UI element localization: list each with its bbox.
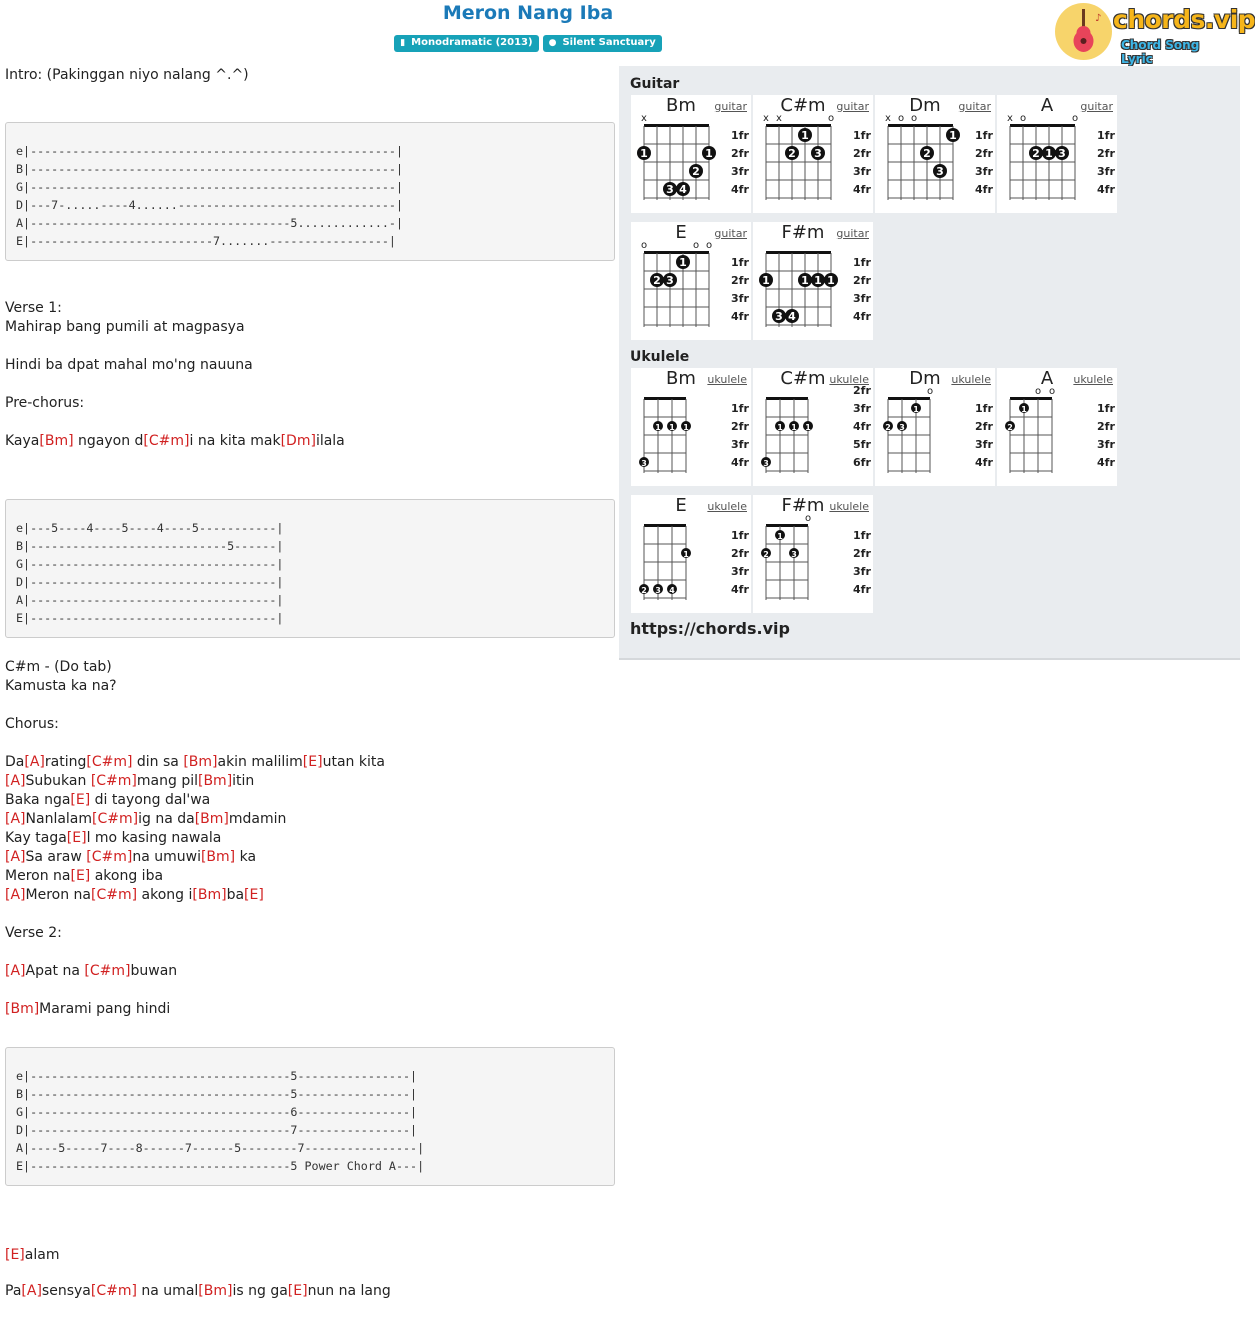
chord-name[interactable]: [C#m] [90, 1283, 137, 1299]
fret-number: 4fr [1097, 456, 1115, 469]
finger-number: 1 [705, 147, 713, 160]
lyric-text: Baka nga [5, 792, 71, 808]
lyric-text: Subukan [25, 773, 91, 789]
lyric-line: Mahirap bang pumili at magpasya [5, 319, 245, 335]
chord-diagram-e[interactable] [631, 222, 751, 340]
lyric-line: Hindi ba dpat mahal mo'ng nauuna [5, 357, 253, 373]
lyric-text: ig na da [138, 811, 195, 827]
finger-number: 3 [763, 459, 769, 468]
fret-number: 1fr [731, 402, 749, 415]
lyric-text: rating [44, 754, 87, 770]
lyric-text: mdamin [228, 811, 287, 827]
chord-name[interactable]: [E] [66, 830, 87, 846]
lyric-text: i na kita mak [189, 433, 281, 449]
muted-string-mark: x [776, 113, 782, 124]
chord-name[interactable]: [E] [70, 792, 91, 808]
chord-name[interactable]: [C#m] [84, 963, 131, 979]
fret-number: 3fr [853, 565, 871, 578]
fret-number: 4fr [731, 456, 749, 469]
lyric-text: akong i [137, 887, 193, 903]
song-title: Meron Nang Iba [442, 2, 614, 24]
chord-name[interactable]: [C#m] [92, 811, 139, 827]
lyric-line [5, 810, 615, 829]
chord-name[interactable]: [Dm] [280, 433, 316, 449]
verse2-tab: e|-------------------------------------5----------------| B|-------------------------------------5----------------| G|-------------------------------------6----------------| D|-------------------------------------7----------------| A|----5-----7----8------7------5--------7----------------| E|-------------------------------------5 Power Chord A---| [5, 1047, 615, 1186]
tab-note: C#m - (Do tab) [5, 659, 112, 675]
lyric-text: Pa [5, 1283, 22, 1299]
chord-diagram-panel [619, 66, 1240, 660]
chord-name[interactable]: [A] [5, 963, 26, 979]
finger-number: 1 [640, 147, 648, 160]
prechorus-label: Pre-chorus: [5, 395, 85, 411]
lyric-line [5, 1282, 615, 1301]
open-string-mark: o [1034, 386, 1042, 397]
logo-brand: chords.vip [1113, 5, 1255, 34]
fret-number: 4fr [731, 583, 749, 596]
fret-number: 4fr [975, 456, 993, 469]
lyric-text: akong iba [90, 868, 164, 884]
album-label: Monodramatic (2013) [411, 37, 533, 48]
lyric-text: ka [235, 849, 257, 865]
lyric-line [5, 1000, 615, 1019]
fret-number: 1fr [853, 256, 871, 269]
finger-number: 1 [683, 550, 689, 559]
chord-label: E [675, 222, 687, 243]
muted-string-mark: x [885, 113, 891, 124]
finger-number: 2 [653, 274, 661, 287]
finger-number: 1 [1045, 147, 1053, 160]
chord-name[interactable]: [Bm] [183, 754, 218, 770]
chord-diagram-csharpm[interactable] [753, 95, 873, 213]
finger-number: 3 [666, 274, 674, 287]
fretboard-diagram [631, 222, 751, 340]
finger-number: 4 [679, 183, 687, 196]
chord-name[interactable]: [Bm] [192, 887, 227, 903]
finger-number: 2 [692, 165, 700, 178]
fret-number: 1fr [731, 529, 749, 542]
finger-number: 2 [1032, 147, 1040, 160]
finger-number: 1 [777, 532, 783, 541]
fret-number: 1fr [1097, 402, 1115, 415]
finger-number: 1 [669, 423, 675, 432]
fret-number: 4fr [975, 183, 993, 196]
muted-string-mark: x [763, 113, 769, 124]
chord-label: C#m [780, 368, 826, 389]
lyric-text: sensya [41, 1283, 91, 1299]
finger-number: 3 [791, 550, 797, 559]
lyric-text: buwan [130, 963, 178, 979]
fret-number: 4fr [853, 310, 871, 323]
fret-number: 3fr [1097, 165, 1115, 178]
fret-number: 3fr [853, 292, 871, 305]
instrument-link[interactable]: guitar [714, 100, 747, 113]
badge-row [0, 35, 1056, 52]
lyric-line [5, 867, 615, 886]
finger-number: 2 [763, 550, 769, 559]
finger-number: 2 [641, 586, 647, 595]
fret-number: 3fr [731, 165, 749, 178]
chord-label: Bm [666, 95, 696, 116]
lyric-line [5, 432, 615, 451]
chord-name[interactable]: [E] [244, 887, 264, 903]
fretboard-diagram [753, 495, 873, 613]
chord-diagram-fsharpm[interactable] [753, 222, 873, 340]
chord-name[interactable]: [A] [5, 811, 26, 827]
lyric-text: Sa araw [25, 849, 87, 865]
site-url[interactable]: https://chords.vip [630, 619, 790, 638]
chord-diagram-a[interactable] [997, 95, 1117, 213]
lyric-text: Marami pang hindi [39, 1001, 171, 1017]
chord-diagram-bm[interactable] [631, 368, 751, 486]
open-string-mark: o [692, 240, 700, 251]
lyric-text: Apat na [25, 963, 85, 979]
fret-number: 2fr [853, 384, 871, 397]
chord-name[interactable]: [C#m] [86, 754, 133, 770]
open-string-mark: o [926, 386, 934, 397]
chord-name[interactable]: [A] [5, 773, 26, 789]
site-logo[interactable] [1055, 3, 1255, 66]
fretboard-diagram [753, 95, 873, 213]
intro-line: Intro: (Pakinggan niyo nalang ^.^) [5, 67, 249, 83]
finger-number: 1 [801, 274, 809, 287]
fretboard-diagram [997, 95, 1117, 213]
open-string-mark: o [705, 240, 713, 251]
chord-name[interactable]: [E] [5, 1247, 25, 1263]
chord-name[interactable]: [Bm] [198, 1283, 233, 1299]
fret-number: 2fr [731, 547, 749, 560]
fret-number: 3fr [1097, 438, 1115, 451]
finger-number: 1 [679, 256, 687, 269]
fretboard-diagram [875, 95, 995, 213]
chord-name[interactable]: [C#m] [86, 849, 133, 865]
finger-number: 4 [788, 310, 796, 323]
fret-number: 2fr [731, 420, 749, 433]
lyric-text: Nanlalam [25, 811, 93, 827]
fret-number: 1fr [975, 129, 993, 142]
lyric-line [5, 829, 615, 848]
lyric-text: ilala [315, 433, 345, 449]
finger-number: 1 [949, 129, 957, 142]
fretboard-diagram [753, 222, 873, 340]
instrument-link[interactable]: ukulele [1073, 373, 1113, 386]
finger-number: 1 [1021, 405, 1027, 414]
open-string-mark: o [640, 240, 648, 251]
lyric-line [5, 886, 615, 905]
chord-label: Bm [666, 368, 696, 389]
lyric-line [5, 791, 615, 810]
ukulele-section-title: Ukulele [630, 349, 690, 365]
chord-name[interactable]: [E] [302, 754, 323, 770]
finger-number: 3 [655, 586, 661, 595]
intro-tab: e|----------------------------------------------------| B|----------------------------------------------------| G|----------------------------------------------------| D|---7-.....----4......-------------------------------| A|-------------------------------------5.............-| E|--------------------------7.......-----------------| [5, 122, 615, 261]
instrument-link[interactable]: guitar [714, 227, 747, 240]
verse1-label: Verse 1: [5, 300, 62, 316]
finger-number: 4 [669, 586, 675, 595]
fret-number: 4fr [1097, 183, 1115, 196]
album-badge[interactable] [394, 35, 538, 52]
fret-number: 3fr [853, 165, 871, 178]
instrument-link[interactable]: ukulele [829, 500, 869, 513]
finger-number: 3 [936, 165, 944, 178]
finger-number: 1 [777, 423, 783, 432]
finger-number: 1 [655, 423, 661, 432]
lyric-line [5, 1246, 615, 1265]
fret-number: 4fr [731, 183, 749, 196]
artist-label: Silent Sanctuary [562, 37, 656, 48]
lyric-text: utan kita [322, 754, 385, 770]
chord-name[interactable]: [Bm] [5, 1001, 40, 1017]
open-string-mark: o [804, 513, 812, 524]
chord-label: F#m [781, 495, 825, 516]
lyric-text: ngayon d [73, 433, 144, 449]
instrument-link[interactable]: guitar [958, 100, 991, 113]
lyric-line [5, 753, 615, 772]
lyric-line [5, 962, 615, 981]
fret-number: 2fr [853, 547, 871, 560]
lyric-text: Kaya [5, 433, 40, 449]
guitar-section-title: Guitar [630, 76, 680, 92]
lyric-text: Kay taga [5, 830, 67, 846]
muted-string-mark: x [1007, 113, 1013, 124]
instrument-link[interactable]: ukulele [707, 373, 747, 386]
fret-number: 6fr [853, 456, 871, 469]
finger-number: 1 [791, 423, 797, 432]
fret-number: 2fr [1097, 147, 1115, 160]
lyric-line [5, 848, 615, 867]
fretboard-diagram [631, 368, 751, 486]
lyric-text: alam [24, 1247, 60, 1263]
fret-number: 2fr [853, 274, 871, 287]
finger-number: 2 [788, 147, 796, 160]
chord-label: Dm [909, 95, 941, 116]
finger-number: 2 [923, 147, 931, 160]
song-content [5, 66, 615, 1301]
chord-name[interactable]: [Bm] [194, 811, 229, 827]
fretboard-diagram [875, 368, 995, 486]
fret-number: 1fr [853, 529, 871, 542]
fretboard-diagram [997, 368, 1117, 486]
lyric-line [5, 772, 615, 791]
chord-diagram-fsharpm[interactable] [753, 495, 873, 613]
fret-number: 3fr [975, 438, 993, 451]
logo-tagline: Chord Song Lyric [1121, 38, 1200, 66]
chord-name[interactable]: [E] [70, 868, 91, 884]
finger-number: 1 [683, 423, 689, 432]
finger-number: 1 [801, 129, 809, 142]
lyric-text: na umal [136, 1283, 199, 1299]
fret-number: 2fr [731, 274, 749, 287]
fret-number: 2fr [1097, 420, 1115, 433]
fret-number: 1fr [1097, 129, 1115, 142]
finger-number: 1 [762, 274, 770, 287]
fret-number: 3fr [731, 438, 749, 451]
finger-number: 2 [1007, 423, 1013, 432]
finger-number: 3 [814, 147, 822, 160]
finger-number: 3 [775, 310, 783, 323]
chord-name[interactable]: [E] [287, 1283, 308, 1299]
fret-number: 2fr [731, 147, 749, 160]
instrument-link[interactable]: guitar [836, 100, 869, 113]
chord-name[interactable]: [A] [5, 887, 26, 903]
lyric-text: Meron na [25, 887, 91, 903]
finger-number: 3 [641, 459, 647, 468]
fret-number: 1fr [731, 256, 749, 269]
lyric-text: Meron na [5, 868, 71, 884]
chord-diagram-dm[interactable] [875, 95, 995, 213]
instrument-link[interactable]: ukulele [829, 373, 869, 386]
fret-number: 1fr [975, 402, 993, 415]
chord-name[interactable]: [A] [5, 849, 26, 865]
fret-number: 1fr [853, 129, 871, 142]
chord-label: Dm [909, 368, 941, 389]
fret-number: 1fr [731, 129, 749, 142]
finger-number: 3 [666, 183, 674, 196]
open-string-mark: o [897, 113, 905, 124]
lyric-text: din sa [132, 754, 184, 770]
lyric-text: nun na lang [307, 1283, 391, 1299]
finger-number: 2 [885, 423, 891, 432]
fret-number: 2fr [975, 147, 993, 160]
chord-label: A [1040, 368, 1054, 389]
fretboard-diagram [631, 495, 751, 613]
user-icon: ● [548, 38, 557, 48]
fret-number: 2fr [853, 147, 871, 160]
finger-number: 3 [1058, 147, 1066, 160]
prechorus-tab: e|---5----4----5----4----5-----------| B|----------------------------5------| G|-----------------------------------| D|-----------------------------------| A|-----------------------------------| E|-----------------------------------| [5, 499, 615, 638]
chord-diagram-dm[interactable] [875, 368, 995, 486]
chord-name[interactable]: [C#m] [143, 433, 190, 449]
lyric-text: l mo kasing nawala [86, 830, 222, 846]
fretboard-diagram [753, 368, 873, 486]
fret-number: 3fr [731, 292, 749, 305]
open-string-mark: o [1071, 113, 1079, 124]
fretboard-diagram [631, 95, 751, 213]
open-string-mark: o [1019, 113, 1027, 124]
fret-number: 4fr [731, 310, 749, 323]
chord-diagram-csharpm[interactable] [753, 368, 873, 486]
chord-name[interactable]: [A] [24, 754, 45, 770]
instrument-link[interactable]: ukulele [951, 373, 991, 386]
fret-number: 3fr [975, 165, 993, 178]
finger-number: 3 [899, 423, 905, 432]
open-string-mark: o [1048, 386, 1056, 397]
guitar-logo-icon [1055, 3, 1112, 60]
artist-badge[interactable] [543, 35, 662, 52]
svg-text:♪: ♪ [1095, 13, 1102, 24]
fret-number: 2fr [975, 420, 993, 433]
lyric-text: Da [5, 754, 25, 770]
verse2-label: Verse 2: [5, 925, 62, 941]
chord-diagram-e[interactable] [631, 495, 751, 613]
fret-number: 3fr [853, 402, 871, 415]
open-string-mark: o [910, 113, 918, 124]
fret-number: 4fr [853, 183, 871, 196]
instrument-link[interactable]: ukulele [707, 500, 747, 513]
instrument-link[interactable]: guitar [1080, 100, 1113, 113]
chord-label: E [675, 495, 687, 516]
lyric-text: is ng ga [232, 1283, 288, 1299]
chord-diagram-a[interactable] [997, 368, 1117, 486]
lyric-text: akin malilim [217, 754, 303, 770]
open-string-mark: o [827, 113, 835, 124]
chord-label: A [1040, 95, 1054, 116]
fret-number: 4fr [853, 583, 871, 596]
fret-number: 4fr [853, 420, 871, 433]
lyric-text: di tayong dal'wa [90, 792, 211, 808]
chorus-label: Chorus: [5, 716, 59, 732]
lyric-text: itin [232, 773, 255, 789]
chorus-block [5, 753, 615, 905]
chord-name[interactable]: [Bm] [39, 433, 74, 449]
chord-name[interactable]: [A] [21, 1283, 42, 1299]
finger-number: 1 [913, 405, 919, 414]
lyric-text: mang pil [136, 773, 198, 789]
finger-number: 1 [814, 274, 822, 287]
finger-number: 1 [827, 274, 835, 287]
muted-string-mark: x [641, 113, 647, 124]
chord-name[interactable]: [C#m] [91, 887, 138, 903]
fret-number: 3fr [731, 565, 749, 578]
chord-diagram-bm[interactable] [631, 95, 751, 213]
book-icon: ▮ [400, 38, 406, 48]
fret-number: 5fr [853, 438, 871, 451]
chord-label: F#m [781, 222, 825, 243]
lyric-text: ba [226, 887, 245, 903]
finger-number: 1 [805, 423, 811, 432]
instrument-link[interactable]: guitar [836, 227, 869, 240]
chord-label: C#m [780, 95, 826, 116]
chord-name[interactable]: [C#m] [90, 773, 137, 789]
lyric-line: Kamusta ka na? [5, 678, 117, 694]
lyric-text: na umuwi [132, 849, 201, 865]
chord-name[interactable]: [Bm] [197, 773, 233, 789]
chord-name[interactable]: [Bm] [200, 849, 236, 865]
